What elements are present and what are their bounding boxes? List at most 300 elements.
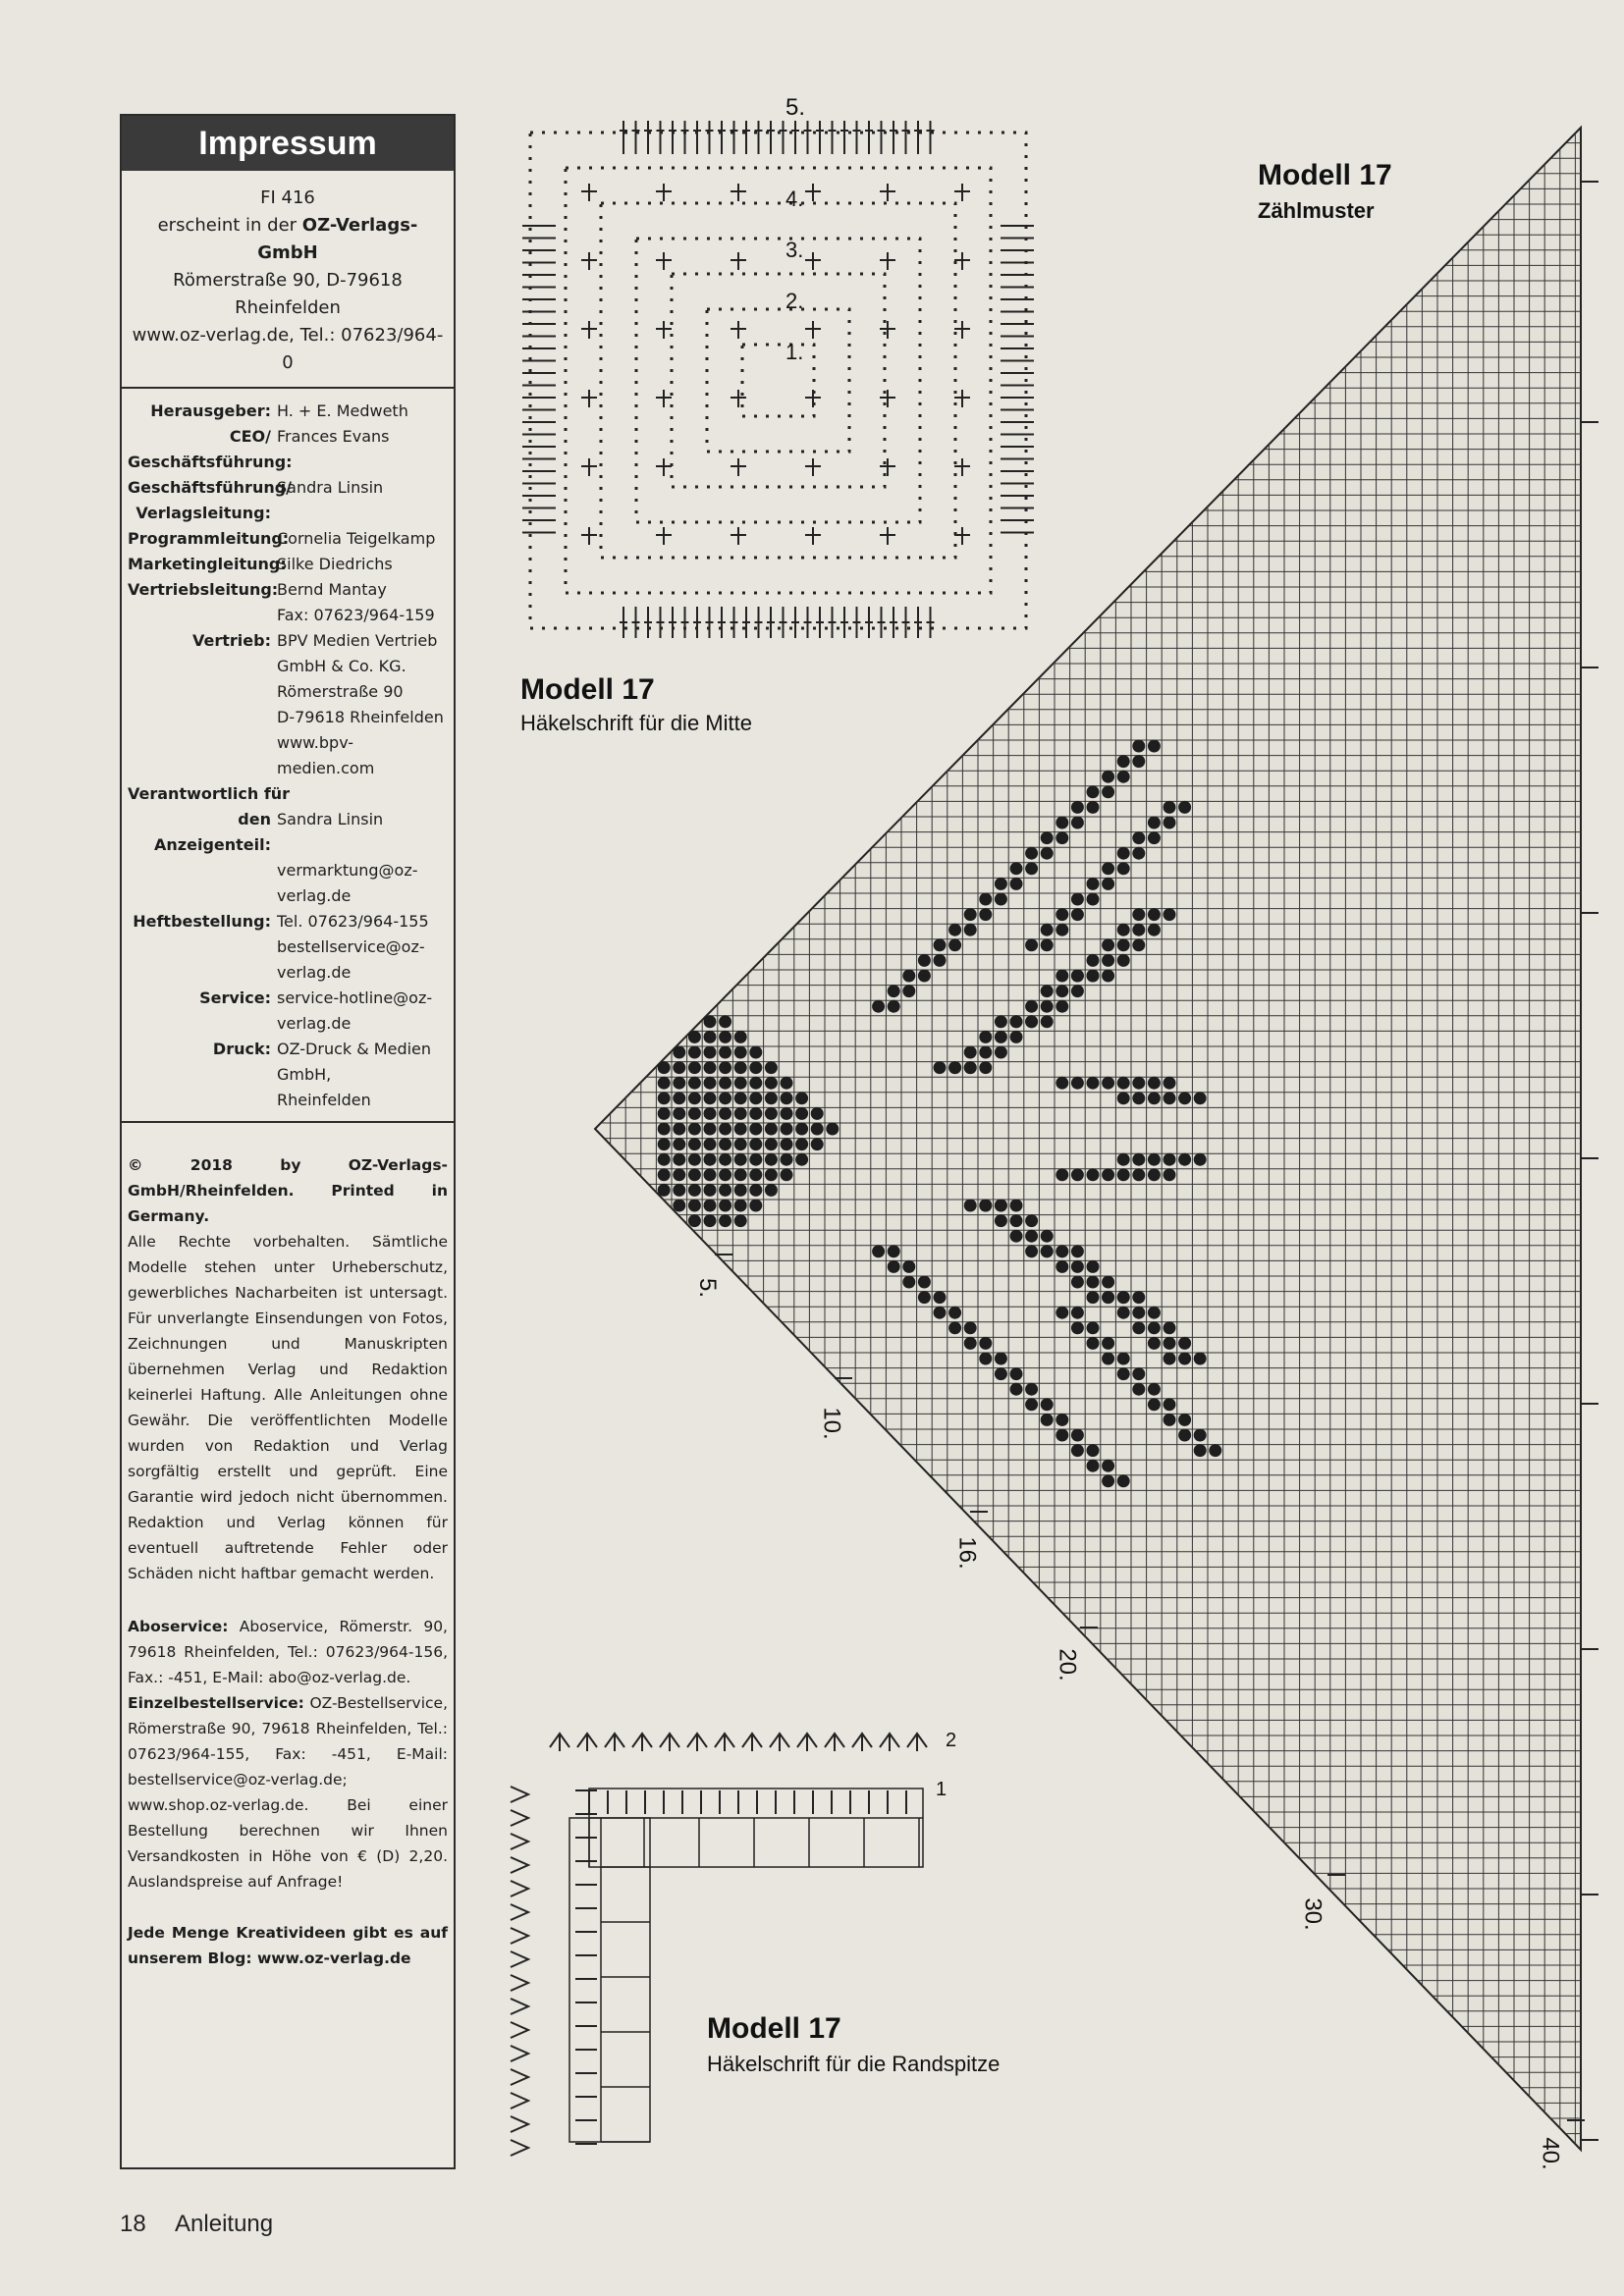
pattern-dot [1117, 1353, 1130, 1365]
pattern-dot [719, 1077, 731, 1090]
pattern-dot [749, 1200, 762, 1212]
pattern-dot [1087, 970, 1100, 983]
pattern-dot [1132, 755, 1145, 768]
pattern-dot [995, 1200, 1007, 1212]
pattern-dot [1071, 1276, 1084, 1289]
pattern-dot [1087, 1077, 1100, 1090]
impressum-key: Programmleitung: [128, 529, 290, 548]
pattern-dot [902, 970, 915, 983]
stitch-mark [511, 2116, 528, 2132]
pattern-dot [1087, 1321, 1100, 1334]
impressum-value: Tel. 07623/964-155 [277, 912, 429, 931]
blog-text: Jede Menge Kreativideen gibt es auf unserem Blog: www.oz-verlag.de [128, 1924, 448, 1967]
pattern-dot [1041, 1414, 1054, 1426]
impressum-title: Impressum [122, 116, 454, 171]
pattern-dot [995, 1214, 1007, 1227]
pattern-dot [1102, 1291, 1114, 1304]
pattern-dot [934, 1061, 947, 1074]
pattern-dot [1056, 970, 1068, 983]
pattern-dot [1132, 1077, 1145, 1090]
pattern-dot [734, 1061, 747, 1074]
impressum-value: www.bpv-medien.com [277, 733, 375, 777]
pattern-dot [704, 1107, 717, 1120]
impressum-value: bestellservice@oz-verlag.de [277, 937, 425, 982]
pattern-dot [688, 1077, 701, 1090]
stitch-mark [852, 1734, 872, 1751]
pattern-dot [719, 1061, 731, 1074]
pattern-dot [1071, 970, 1084, 983]
pattern-dot [795, 1092, 808, 1104]
pattern-dot [1178, 1153, 1191, 1166]
impressum-value: H. + E. Medweth [277, 401, 408, 420]
pattern-dot [1194, 1092, 1207, 1104]
pattern-dot [1102, 1168, 1114, 1181]
pattern-dot [719, 1046, 731, 1059]
pattern-dot [704, 1153, 717, 1166]
pattern-dot [1025, 1398, 1038, 1411]
stitch-mark [511, 1951, 528, 1967]
pattern-dot [765, 1123, 778, 1136]
stitch-mark [511, 2046, 528, 2061]
impressum-key: den Anzeigenteil: [154, 810, 271, 854]
pattern-dot [1117, 1367, 1130, 1380]
pattern-dot [1148, 1337, 1161, 1350]
pattern-dot [795, 1107, 808, 1120]
pattern-dot [673, 1092, 685, 1104]
impressum-value: Cornelia Teigelkamp [277, 529, 436, 548]
impressum-key: Vertriebsleitung: [128, 580, 279, 599]
pattern-dot [1056, 1260, 1068, 1273]
pattern-dot [719, 1092, 731, 1104]
pattern-dot [795, 1153, 808, 1166]
zaehlmuster-subtitle: Zählmuster [1258, 198, 1375, 223]
pattern-dot [979, 1337, 992, 1350]
pattern-dot [995, 1353, 1007, 1365]
pattern-dot [1071, 801, 1084, 814]
chain-ring [707, 309, 849, 452]
pattern-dot [1087, 1337, 1100, 1350]
pattern-dot [658, 1138, 671, 1150]
pattern-dot [1056, 1414, 1068, 1426]
pattern-dot [749, 1077, 762, 1090]
pattern-dot [658, 1092, 671, 1104]
pattern-dot [1164, 1092, 1176, 1104]
pattern-dot [1025, 938, 1038, 951]
pattern-dot [673, 1200, 685, 1212]
chain-ring [566, 168, 991, 593]
pattern-dot [1025, 1245, 1038, 1257]
pattern-dot [658, 1168, 671, 1181]
pattern-dot [688, 1153, 701, 1166]
pattern-dot [765, 1153, 778, 1166]
stitch-mark [907, 1734, 927, 1751]
pattern-dot [1148, 1092, 1161, 1104]
stitch-mark [511, 1787, 528, 1802]
pattern-dot [734, 1214, 747, 1227]
pattern-dot [719, 1184, 731, 1197]
pattern-dot [948, 938, 961, 951]
pattern-dot [704, 1061, 717, 1074]
pattern-dot [964, 908, 977, 921]
stitch-mark [770, 1734, 789, 1751]
pattern-dot [995, 1015, 1007, 1028]
rand-row-1: 1 [936, 1779, 947, 1800]
pattern-dot [688, 1168, 701, 1181]
pattern-dot [658, 1107, 671, 1120]
pattern-dot [734, 1153, 747, 1166]
edge-crochet-chart [511, 1734, 927, 2156]
pattern-dot [1056, 924, 1068, 936]
pattern-dot [704, 1015, 717, 1028]
pattern-dot [704, 1214, 717, 1227]
zaehlmuster-title: Modell 17 [1258, 159, 1392, 191]
impressum-key: Marketingleitung: [128, 555, 287, 573]
issue-number: FI 416 [260, 187, 315, 208]
pattern-dot [979, 1046, 992, 1059]
pattern-dot [673, 1077, 685, 1090]
pattern-dot [688, 1046, 701, 1059]
pattern-dot [1071, 893, 1084, 906]
pattern-dot [1148, 817, 1161, 829]
pattern-dot [1194, 1153, 1207, 1166]
pattern-dot [1102, 1077, 1114, 1090]
pattern-dot [1132, 1307, 1145, 1319]
pattern-dot [719, 1153, 731, 1166]
stitch-mark [605, 1734, 624, 1751]
pattern-dot [688, 1214, 701, 1227]
impressum-value: Bernd Mantay [277, 580, 387, 599]
stitch-mark [511, 2140, 528, 2156]
pattern-dot [673, 1168, 685, 1181]
pattern-dot [719, 1200, 731, 1212]
pattern-dot [688, 1107, 701, 1120]
pattern-dot [934, 1291, 947, 1304]
pattern-dot [902, 1260, 915, 1273]
stitch-mark [797, 1734, 817, 1751]
pattern-dot [658, 1153, 671, 1166]
chain-ring [601, 203, 955, 558]
pattern-dot [872, 1000, 885, 1013]
pattern-dot [1164, 908, 1176, 921]
pattern-dot [1164, 1077, 1176, 1090]
pattern-dot [765, 1138, 778, 1150]
stitch-mark [511, 1881, 528, 1896]
pattern-dot [1010, 1230, 1023, 1243]
pattern-dot [765, 1092, 778, 1104]
pattern-dot [1164, 1168, 1176, 1181]
pattern-dot [1117, 755, 1130, 768]
page-number: 18 [120, 2211, 146, 2237]
pattern-dot [902, 1276, 915, 1289]
pattern-dot [1148, 740, 1161, 753]
pattern-dot [781, 1153, 793, 1166]
pattern-dot [1194, 1444, 1207, 1457]
pattern-dot [1071, 1077, 1084, 1090]
pattern-dot [918, 1291, 931, 1304]
pattern-dot [1148, 831, 1161, 844]
mitte-title: Modell 17 [520, 673, 655, 706]
pattern-dot [795, 1123, 808, 1136]
pattern-dot [1102, 954, 1114, 967]
row-label-20: 20. [1054, 1648, 1081, 1682]
pattern-dot [1178, 1092, 1191, 1104]
pattern-dot [734, 1046, 747, 1059]
pattern-dot [673, 1061, 685, 1074]
pattern-dot [872, 1245, 885, 1257]
pattern-dot [1087, 1276, 1100, 1289]
stitch-mark [577, 1734, 597, 1751]
pattern-dot [979, 1353, 992, 1365]
pattern-dot [1041, 1230, 1054, 1243]
copyright: © 2018 by OZ-Verlags-GmbH/Rheinfelden. Printed in Germany. [128, 1156, 448, 1225]
pattern-dot [948, 1061, 961, 1074]
pattern-dot [948, 924, 961, 936]
pattern-dot [734, 1138, 747, 1150]
stitch-mark [632, 1734, 652, 1751]
stitch-mark [550, 1734, 569, 1751]
pattern-dot [1148, 1383, 1161, 1396]
einzel-label: Einzelbestellservice: [128, 1694, 304, 1712]
pattern-dot [918, 954, 931, 967]
impressum-key: Service: [199, 988, 271, 1007]
pattern-dot [948, 1307, 961, 1319]
pattern-dot [934, 954, 947, 967]
pattern-dot [749, 1153, 762, 1166]
pattern-dot [1041, 1398, 1054, 1411]
stitch-mark [511, 2069, 528, 2085]
pattern-dot [811, 1107, 824, 1120]
pattern-dot [1056, 1429, 1068, 1442]
pattern-dot [1025, 1214, 1038, 1227]
pattern-dot [719, 1107, 731, 1120]
pattern-dot [1117, 924, 1130, 936]
stitch-mark [511, 1810, 528, 1826]
pattern-dot [795, 1138, 808, 1150]
pattern-dot [1164, 801, 1176, 814]
pattern-dot [1148, 1153, 1161, 1166]
pattern-dot [964, 1046, 977, 1059]
pattern-dot [673, 1123, 685, 1136]
pattern-dot [704, 1200, 717, 1212]
impressum-key: Geschäftsführung/ Verlagsleitung: [128, 478, 293, 522]
row-label-5: 5. [694, 1277, 722, 1299]
pattern-dot [673, 1046, 685, 1059]
rand-row-2: 2 [946, 1730, 957, 1751]
stitch-mark [511, 1999, 528, 2014]
pattern-dot [658, 1061, 671, 1074]
pattern-dot [1164, 1337, 1176, 1350]
pattern-dot [1148, 1168, 1161, 1181]
pattern-dot [673, 1153, 685, 1166]
stitch-mark [511, 2022, 528, 2038]
row-label-16: 16. [953, 1536, 981, 1570]
pattern-dot [719, 1123, 731, 1136]
pattern-dot [826, 1123, 839, 1136]
pattern-dot [934, 938, 947, 951]
impressum-value: Sandra Linsin [277, 478, 384, 497]
stitch-mark [825, 1734, 844, 1751]
pattern-dot [1010, 878, 1023, 890]
pattern-dot [749, 1061, 762, 1074]
pattern-dot [1117, 1077, 1130, 1090]
pattern-dot [704, 1077, 717, 1090]
pattern-dot [1132, 1321, 1145, 1334]
stitch-mark [742, 1734, 762, 1751]
pattern-dot [1117, 938, 1130, 951]
stitch-mark [511, 1857, 528, 1873]
pattern-dot [995, 878, 1007, 890]
pattern-dot [781, 1092, 793, 1104]
pattern-dot [888, 985, 900, 997]
pattern-dot [765, 1184, 778, 1197]
pattern-dot [995, 1046, 1007, 1059]
pattern-dot [1010, 1200, 1023, 1212]
pattern-dot [1117, 1153, 1130, 1166]
pattern-dot [1041, 924, 1054, 936]
pattern-dot [688, 1061, 701, 1074]
pattern-dot [995, 1367, 1007, 1380]
pattern-dot [734, 1031, 747, 1043]
pattern-dot [1117, 1092, 1130, 1104]
pattern-dot [1132, 1383, 1145, 1396]
pattern-dot [749, 1184, 762, 1197]
pattern-dot [1148, 1321, 1161, 1334]
pattern-dot [902, 985, 915, 997]
pattern-dot [1194, 1429, 1207, 1442]
impressum-value: GmbH & Co. KG. [277, 657, 406, 675]
pattern-dot [749, 1138, 762, 1150]
pattern-dot [888, 1245, 900, 1257]
pattern-dot [1056, 908, 1068, 921]
pattern-dot [1071, 1168, 1084, 1181]
impressum-key: CEO/ Geschäftsführung: [128, 427, 293, 471]
pattern-dot [1071, 1429, 1084, 1442]
pattern-dot [673, 1107, 685, 1120]
chain-ring [672, 274, 885, 487]
row-label-30: 30. [1299, 1897, 1326, 1931]
pattern-dot [964, 1337, 977, 1350]
pattern-dot [1148, 908, 1161, 921]
pattern-dot [1056, 1245, 1068, 1257]
pattern-dot [964, 924, 977, 936]
pattern-dot [734, 1107, 747, 1120]
mitte-subtitle: Häkelschrift für die Mitte [520, 711, 752, 735]
pattern-dot [688, 1200, 701, 1212]
mitte-round-1: 1. [785, 340, 804, 364]
pattern-dot [1025, 1230, 1038, 1243]
pattern-dot [1056, 1307, 1068, 1319]
pattern-dot [1087, 785, 1100, 798]
pattern-dot [1071, 1307, 1084, 1319]
pattern-dot [719, 1214, 731, 1227]
pattern-dot [1056, 985, 1068, 997]
pattern-dot [734, 1077, 747, 1090]
pattern-dot [688, 1123, 701, 1136]
pattern-dot [749, 1107, 762, 1120]
pattern-dot [704, 1031, 717, 1043]
publisher-line: erscheint in der [157, 215, 298, 236]
pattern-dot [1056, 1077, 1068, 1090]
pattern-dot [658, 1123, 671, 1136]
pattern-dot [1117, 1474, 1130, 1487]
pattern-dot [734, 1200, 747, 1212]
pattern-dot [1117, 954, 1130, 967]
pattern-dot [1102, 771, 1114, 783]
pattern-dot [704, 1168, 717, 1181]
impressum-key: Druck: [212, 1040, 271, 1058]
pattern-dot [749, 1092, 762, 1104]
publisher-address: Römerstraße 90, D-79618 Rheinfelden [173, 270, 403, 318]
pattern-dot [688, 1092, 701, 1104]
impressum-value: Frances Evans [277, 427, 390, 446]
stitch-mark [511, 1975, 528, 1991]
pattern-dot [734, 1092, 747, 1104]
impressum-value: Silke Diedrichs [277, 555, 393, 573]
impressum-value: D-79618 Rheinfelden [277, 708, 444, 726]
pattern-dot [734, 1184, 747, 1197]
pattern-dot [888, 1260, 900, 1273]
pattern-dot [1209, 1444, 1221, 1457]
pattern-dot [1102, 862, 1114, 875]
pattern-dot [1178, 801, 1191, 814]
pattern-dot [1087, 1260, 1100, 1273]
pattern-dot [749, 1123, 762, 1136]
pattern-dot [1087, 893, 1100, 906]
stitch-mark [511, 1928, 528, 1944]
abo-text: Aboservice, Römerstr. 90, 79618 Rheinfelden, Tel.: 07623/964-156, Fax.: -451, E-Mail: abo@oz-verlag.de. [128, 1618, 448, 1686]
pattern-dot [1010, 1214, 1023, 1227]
pattern-dot [1087, 1168, 1100, 1181]
pattern-dot [1164, 1353, 1176, 1365]
counting-pattern-grid [595, 128, 1598, 2150]
pattern-dot [1087, 878, 1100, 890]
pattern-dot [1102, 1337, 1114, 1350]
mitte-round-3: 3. [785, 238, 804, 262]
pattern-dot [1041, 1015, 1054, 1028]
pattern-dot [1010, 1367, 1023, 1380]
chain-ring [636, 239, 920, 522]
mitte-round-5: 5. [785, 94, 806, 121]
rights-text: Alle Rechte vorbehalten. Sämtliche Modelle stehen unter Urheberschutz, gewerbliches Nacharbeiten ist untersagt. Für unverlangte Einsendungen von Fotos, Zeichnungen und Manuskripten übernehmen Verlag und Redaktion keinerlei Haftung. Alle Anleitungen ohne Gewähr. Die veröffentlichten Modelle wurden von Redaktion und Verlag sorgfältig erstellt und geprüft. Eine Garantie wird jedoch nicht übernommen. Redaktion und Verlag können für eventuell auftretende Fehler oder Schäden nicht haftbar gemacht werden. [128, 1233, 448, 1582]
pattern-dot [1102, 1460, 1114, 1472]
pattern-dot [1178, 1414, 1191, 1426]
pattern-dot [719, 1138, 731, 1150]
pattern-dot [1087, 801, 1100, 814]
pattern-dot [781, 1168, 793, 1181]
pattern-dot [1010, 1383, 1023, 1396]
pattern-dot [765, 1061, 778, 1074]
pattern-dot [1056, 1000, 1068, 1013]
pattern-dot [1056, 1168, 1068, 1181]
pattern-dot [948, 1321, 961, 1334]
pattern-dot [1132, 924, 1145, 936]
pattern-dot [1102, 878, 1114, 890]
pattern-dot [1117, 1291, 1130, 1304]
pattern-dot [979, 1031, 992, 1043]
stitch-mark [660, 1734, 679, 1751]
pattern-dot [1041, 847, 1054, 860]
pattern-dot [1041, 1000, 1054, 1013]
publisher-web-tel: www.oz-verlag.de, Tel.: 07623/964-0 [132, 325, 444, 373]
stitch-mark [511, 2093, 528, 2109]
pattern-dot [1178, 1353, 1191, 1365]
pattern-dot [1117, 1168, 1130, 1181]
page-footer [120, 2211, 297, 2238]
pattern-dot [979, 1061, 992, 1074]
pattern-dot [1148, 1307, 1161, 1319]
stitch-mark [715, 1734, 734, 1751]
pattern-dot [1025, 847, 1038, 860]
